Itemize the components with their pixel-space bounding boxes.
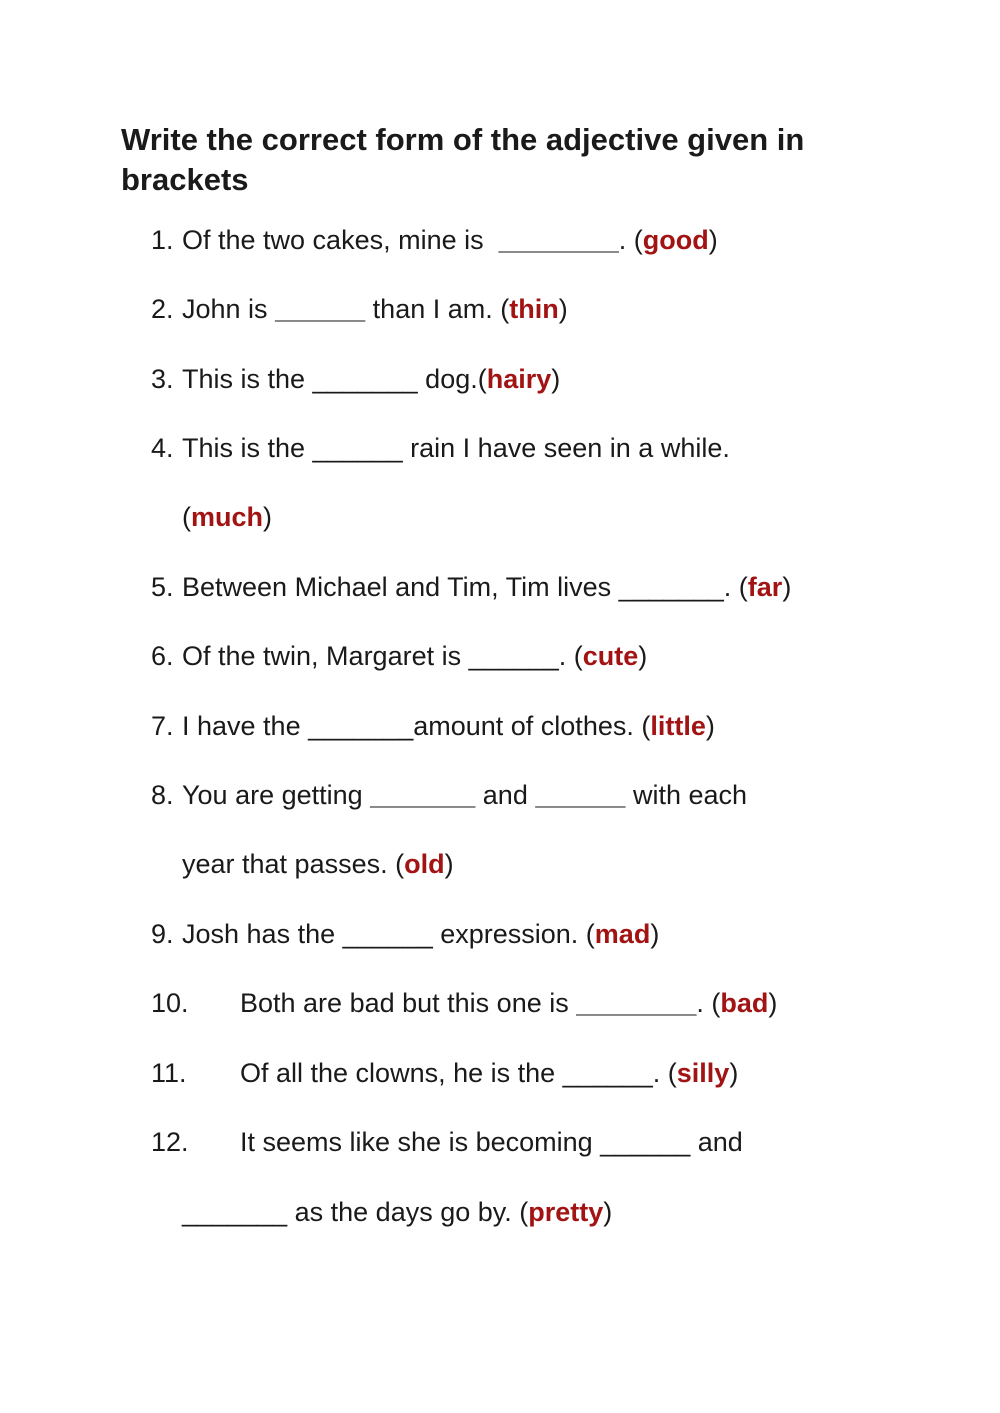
item-text-end: ) bbox=[768, 988, 778, 1018]
adjective-hint: bad bbox=[720, 988, 769, 1018]
item-text-post: dog.( bbox=[417, 364, 487, 394]
item-text-pre: I have the bbox=[182, 711, 309, 741]
item-text bbox=[182, 361, 560, 397]
item-number: 10. bbox=[151, 988, 189, 1018]
answer-blank[interactable]: _______ bbox=[308, 711, 414, 741]
item-text bbox=[182, 499, 272, 535]
item-text-pre: Josh has the bbox=[182, 919, 343, 949]
adjective-hint: good bbox=[642, 225, 709, 255]
item-text-pre: Of all the clowns, he is the bbox=[240, 1058, 563, 1088]
item-number: 7. bbox=[151, 711, 174, 741]
answer-blank[interactable]: _______ bbox=[312, 364, 418, 394]
item-number: 11. bbox=[151, 1058, 187, 1088]
adjective-hint: mad bbox=[594, 919, 651, 949]
item-text bbox=[182, 708, 715, 744]
item-text-post: as the days go by. ( bbox=[287, 1197, 529, 1227]
item-text-end: ) bbox=[638, 641, 648, 671]
item-text-pre: Between Michael and Tim, Tim lives bbox=[182, 572, 619, 602]
item-text bbox=[182, 777, 747, 813]
item-text bbox=[182, 430, 730, 466]
item-text-post: and bbox=[690, 1127, 743, 1157]
adjective-hint: cute bbox=[582, 641, 639, 671]
item-text-pre: Of the twin, Margaret is bbox=[182, 641, 469, 671]
item-text-post: than I am. ( bbox=[365, 294, 510, 324]
item-text-end: ) bbox=[650, 919, 660, 949]
item-text-end: ) bbox=[551, 364, 561, 394]
answer-blank[interactable]: _______ bbox=[370, 780, 476, 810]
adjective-hint: little bbox=[650, 711, 706, 741]
item-number: 1. bbox=[151, 225, 174, 255]
item-number: 4. bbox=[151, 433, 174, 463]
item-text bbox=[182, 222, 718, 258]
item-text-end: ) bbox=[729, 1058, 739, 1088]
adjective-hint: thin bbox=[509, 294, 559, 324]
item-number: 9. bbox=[151, 919, 174, 949]
item-text-end: ) bbox=[444, 849, 454, 879]
item-text-end: ) bbox=[603, 1197, 613, 1227]
item-text-pre: year that passes. ( bbox=[182, 849, 405, 879]
answer-blank[interactable]: _______ bbox=[618, 572, 724, 602]
item-number: 3. bbox=[151, 364, 174, 394]
item-text-post: . ( bbox=[696, 988, 721, 1018]
item-text bbox=[182, 916, 659, 952]
item-text-post: . ( bbox=[652, 1058, 677, 1088]
item-text-post-2: with each bbox=[625, 780, 748, 810]
answer-blank[interactable]: ______ bbox=[468, 641, 559, 671]
adjective-hint: silly bbox=[676, 1058, 730, 1088]
item-text-end: ) bbox=[708, 225, 718, 255]
item-text bbox=[182, 846, 454, 882]
item-text-pre: ( bbox=[182, 502, 191, 532]
item-number: 2. bbox=[151, 294, 174, 324]
item-number: 8. bbox=[151, 780, 174, 810]
adjective-hint: far bbox=[747, 572, 783, 602]
answer-blank[interactable]: ________ bbox=[498, 225, 619, 255]
item-text bbox=[182, 569, 791, 605]
item-text-pre: This is the bbox=[182, 433, 313, 463]
answer-blank[interactable]: ______ bbox=[600, 1127, 691, 1157]
item-text-post: expression. ( bbox=[432, 919, 595, 949]
item-text-pre: This is the bbox=[182, 364, 313, 394]
item-number: 5. bbox=[151, 572, 174, 602]
item-number: 6. bbox=[151, 641, 174, 671]
adjective-hint: much bbox=[191, 502, 264, 532]
item-text-end: ) bbox=[263, 502, 273, 532]
item-text-post: . ( bbox=[723, 572, 748, 602]
item-text-post: . ( bbox=[618, 225, 643, 255]
item-text-post: and bbox=[475, 780, 536, 810]
item-text bbox=[240, 1124, 743, 1160]
worksheet-title: Write the correct form of the adjective given in brackets bbox=[121, 122, 805, 197]
item-text-pre: You are getting bbox=[182, 780, 371, 810]
item-text-end: ) bbox=[782, 572, 792, 602]
item-text bbox=[182, 1194, 612, 1230]
item-text-end: ) bbox=[558, 294, 568, 324]
item-text bbox=[240, 985, 777, 1021]
adjective-hint: old bbox=[404, 849, 445, 879]
item-text-pre: Of the two cakes, mine is bbox=[182, 225, 499, 255]
item-text-pre: Both are bad but this one is bbox=[240, 988, 577, 1018]
item-text-post: . ( bbox=[558, 641, 583, 671]
answer-blank[interactable]: ______ bbox=[275, 294, 366, 324]
answer-blank[interactable]: ______ bbox=[562, 1058, 653, 1088]
answer-blank[interactable]: ________ bbox=[576, 988, 697, 1018]
item-text bbox=[182, 291, 568, 327]
answer-blank[interactable]: ______ bbox=[342, 919, 433, 949]
adjective-hint: hairy bbox=[486, 364, 552, 394]
adjective-hint: pretty bbox=[528, 1197, 604, 1227]
item-text bbox=[240, 1055, 738, 1091]
answer-blank[interactable]: ______ bbox=[312, 433, 403, 463]
answer-blank-2[interactable]: ______ bbox=[535, 780, 626, 810]
item-text-end: ) bbox=[705, 711, 715, 741]
item-text bbox=[182, 638, 647, 674]
answer-blank[interactable]: _______ bbox=[182, 1197, 288, 1227]
item-text-pre: John is bbox=[182, 294, 276, 324]
item-text-post: amount of clothes. ( bbox=[413, 711, 651, 741]
item-text-post: rain I have seen in a while. bbox=[402, 433, 730, 463]
item-number: 12. bbox=[151, 1127, 189, 1157]
item-text-pre: It seems like she is becoming bbox=[240, 1127, 601, 1157]
